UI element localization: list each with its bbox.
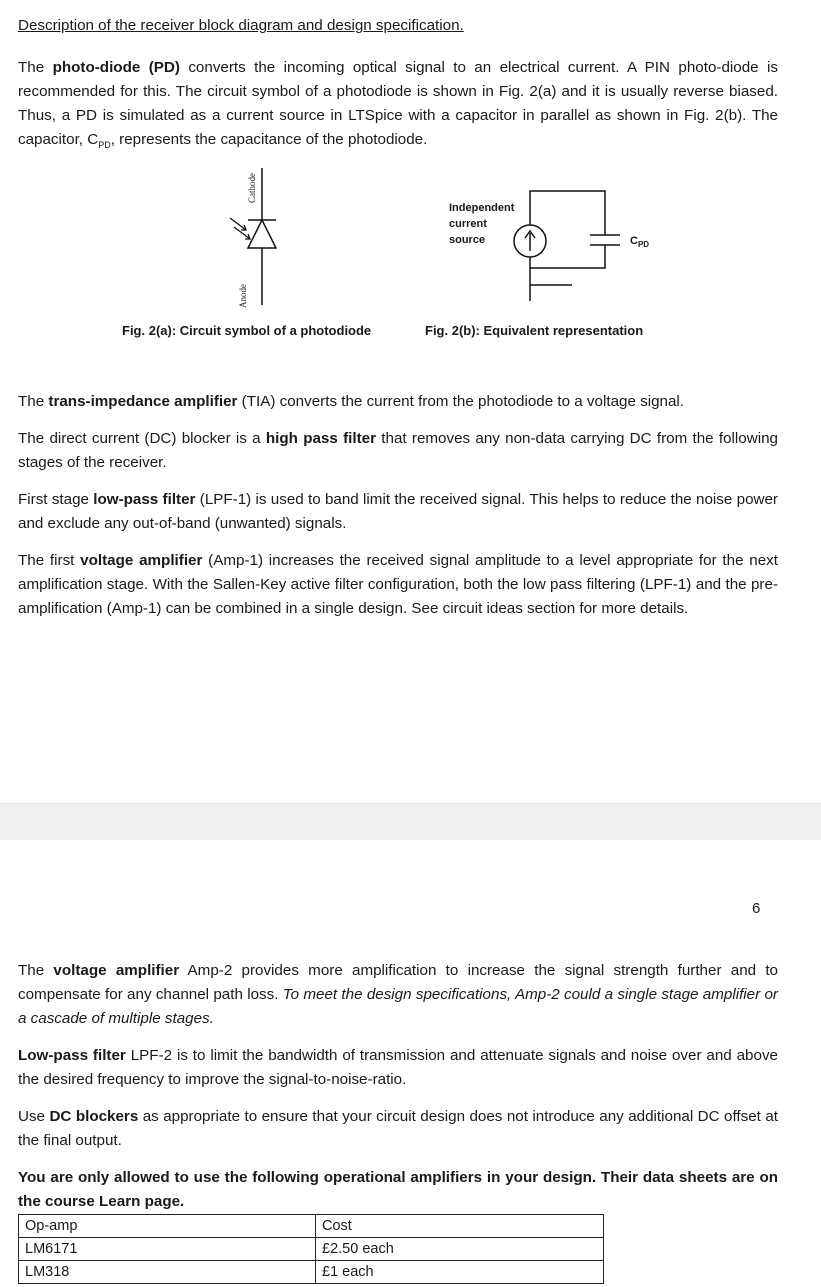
text-run: (TIA) converts the current from the photodiode to a voltage signal.	[237, 393, 685, 410]
lpf1-paragraph	[18, 488, 778, 536]
bold-term: trans-impedance amplifier	[48, 393, 238, 410]
bold-term: low-pass filter	[93, 491, 196, 508]
table-row	[19, 1238, 604, 1261]
subscript: PD	[98, 140, 111, 151]
page-number: 6	[752, 900, 761, 917]
text-run: (LPF-1) is used to band limit the received signal. This helps to reduce the noise power and exclude any out-of-band (unwanted) signals.	[18, 491, 778, 532]
bold-term: DC blockers	[49, 1108, 139, 1125]
text-run: converts the incoming optical signal to an electrical current. A PIN photo-diode is recommended for this. The circuit symbol of a photodiode is shown in Fig. 2(a) and it is usually reverse biased. Thus, a PD is simulated as a current source in LTSpice with a capacitor in parallel as shown in Fig. 2(b). The capacitor, C	[18, 59, 778, 148]
bold-term: photo-diode (PD)	[52, 59, 180, 76]
table-row	[19, 1261, 604, 1284]
fig-2b-caption: Fig. 2(b): Equivalent representation	[425, 323, 644, 338]
equivalent-circuit-diagram	[500, 183, 620, 313]
independent-current-source-label	[449, 200, 514, 248]
text-run: The first	[18, 552, 81, 569]
text-run: , represents the capacitance of the photodiode.	[110, 131, 428, 148]
bold-term: voltage amplifier	[53, 962, 180, 979]
bold-term: high pass filter	[265, 430, 377, 447]
amp1-paragraph	[18, 549, 778, 621]
table-cell: £1 each	[316, 1261, 604, 1284]
cathode-label: Cathode	[247, 173, 257, 203]
header-cell: Cost	[316, 1215, 604, 1238]
header-cell: Op-amp	[19, 1215, 316, 1238]
anode-label: Anode	[238, 284, 248, 308]
table-cell: LM6171	[19, 1238, 316, 1261]
text-run: (Amp-1) increases the received signal amplitude to a level appropriate for the next amplification stage. With the Sallen-Key active filter configuration, both the low pass filtering (LPF-1) and the pre-amplification (Amp-1) can be combined in a single design. See circuit ideas section for more details.	[18, 552, 778, 617]
text-run: that removes any non-data carrying DC from the following stages of the receiver.	[18, 430, 778, 471]
bold-term: voltage amplifier	[80, 552, 203, 569]
text-run: as appropriate to ensure that your circuit design does not introduce any additional DC offset at the final output.	[18, 1108, 778, 1149]
text-run: The	[18, 59, 53, 76]
text-run: The	[18, 962, 54, 979]
text-run: The	[18, 393, 49, 410]
opamp-table	[18, 1214, 604, 1284]
italic-note: To meet the design specifications, Amp-2 could a single stage amplifier or a cascade of multiple stages.	[18, 986, 778, 1027]
label-line: source	[449, 234, 486, 246]
text-run: The direct current (DC) blocker is a	[18, 430, 266, 447]
photodiode-symbol-diagram	[220, 160, 300, 315]
label-line: current	[449, 218, 487, 230]
dc-blockers-paragraph	[18, 1105, 778, 1153]
section-heading: Description of the receiver block diagram and design specification.	[18, 17, 464, 34]
text-run: LPF-2 is to limit the bandwidth of transmission and attenuate signals and noise over and above the desired frequency to improve the signal-to-noise-ratio.	[18, 1047, 778, 1088]
text-run: Amp-2 provides more amplification to increase the signal strength further and to compensate for any channel path loss.	[18, 962, 779, 1003]
document-page-2	[0, 840, 821, 1287]
cap-subscript: PD	[637, 240, 650, 250]
page-separator	[0, 803, 821, 841]
bold-term: Low-pass filter	[18, 1047, 126, 1064]
dc-blocker-paragraph	[18, 427, 778, 475]
tia-paragraph	[18, 390, 778, 414]
text-run: Use	[18, 1108, 50, 1125]
capacitor-label	[630, 233, 649, 253]
photodiode-paragraph	[18, 56, 778, 157]
amp2-paragraph	[18, 959, 778, 1031]
fig-2a-caption: Fig. 2(a): Circuit symbol of a photodiode	[122, 323, 372, 338]
table-header-row	[19, 1215, 604, 1238]
table-cell: £2.50 each	[316, 1238, 604, 1261]
lpf2-paragraph	[18, 1044, 778, 1092]
label-line: Independent	[449, 202, 515, 214]
opamp-restriction-note: You are only allowed to use the following operational amplifiers in your design. Their data sheets are on the course Learn page.	[18, 1169, 778, 1210]
table-cell: LM318	[19, 1261, 316, 1284]
cap-letter: C	[630, 235, 638, 247]
text-run: First stage	[18, 491, 94, 508]
